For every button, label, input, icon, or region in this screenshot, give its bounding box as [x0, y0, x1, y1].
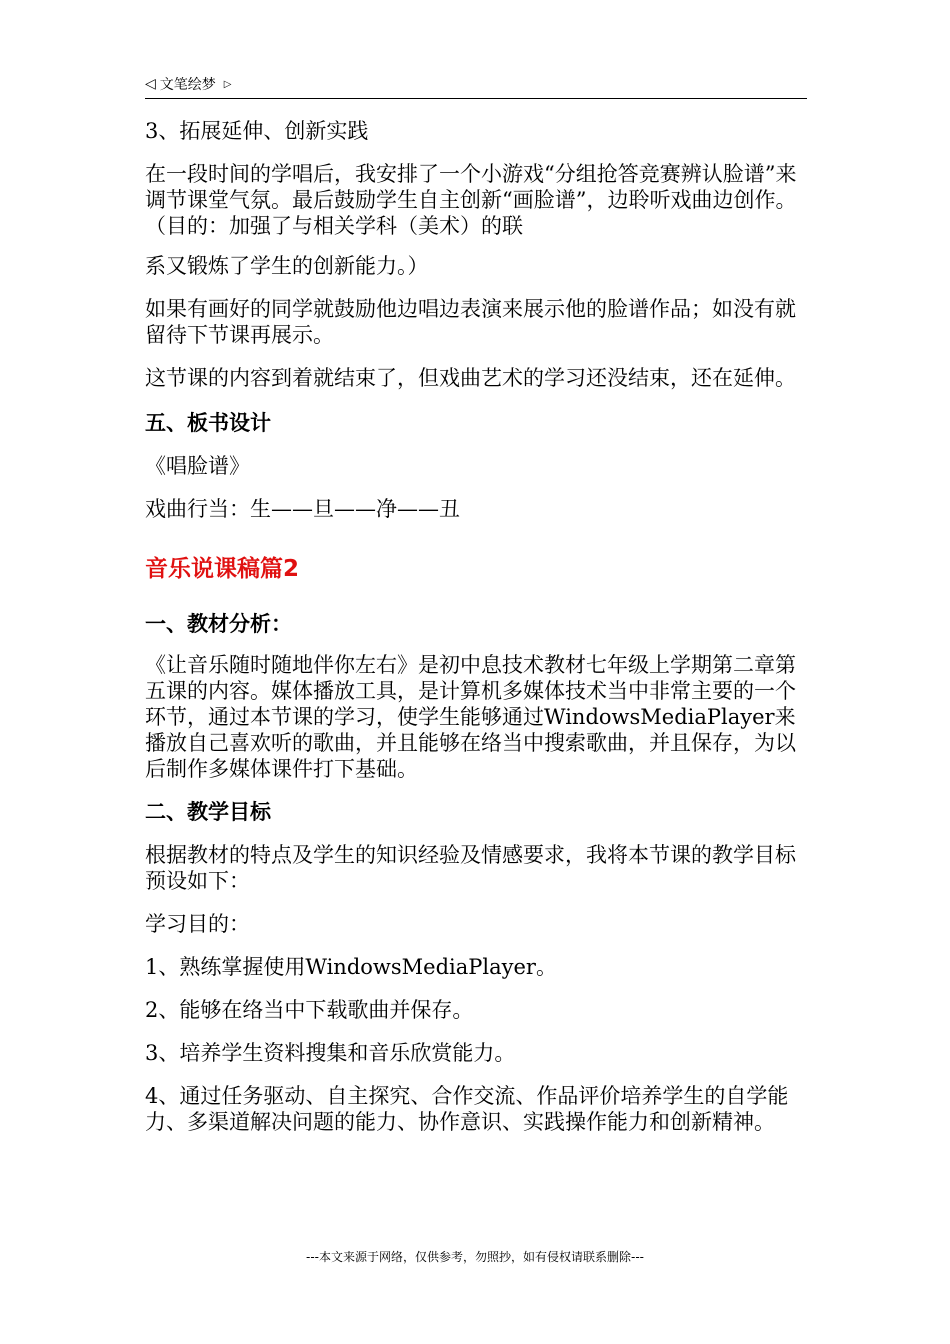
goal-item: 3、培养学生资料搜集和音乐欣赏能力。: [145, 1041, 516, 1065]
board-title: 《唱脸谱》: [145, 454, 250, 478]
section3-para1: 在一段时间的学唱后，我安排了一个小游戏“分组抢答竞赛辨认脸谱”来调节课堂气氛。最后鼓励学生自主创新“画脸谱”，边聆听戏曲边创作。（目的：加强了与相关学科（美术）的联: [145, 162, 797, 238]
page-header: [145, 72, 807, 99]
footer-disclaimer: ---本文来源于网络，仅供参考，勿照抄，如有侵权请联系删除---: [306, 1250, 644, 1264]
section3-para2: 如果有画好的同学就鼓励他边唱边表演来展示他的脸谱作品；如没有就留待下节课再展示。: [145, 297, 796, 347]
section5-heading: 五、板书设计: [145, 411, 271, 435]
goal-item: 4、通过任务驱动、自主探究、合作交流、作品评价培养学生的自学能力、多渠道解决问题的能力、协作意识、实践操作能力和创新精神。: [145, 1084, 789, 1134]
board-line: 戏曲行当：生——旦——净——丑: [145, 497, 460, 521]
goals-label: 学习目的：: [145, 912, 250, 936]
part2-text: 根据教材的特点及学生的知识经验及情感要求，我将本节课的教学目标预设如下：: [145, 843, 796, 893]
part2-heading: 二、教学目标: [145, 800, 271, 824]
left-triangle-icon: ◁: [145, 76, 156, 92]
part1-text: 《让音乐随时随地伴你左右》是初中息技术教材七年级上学期第二章第五课的内容。媒体播放工具，是计算机多媒体技术当中非常主要的一个环节，通过本节课的学习，使学生能够通过WindowsMediaPlayer来播放自己喜欢听的歌曲，并且能够在络当中搜索歌曲，并且保存，为以后制作多媒体课件打下基础。: [145, 653, 796, 781]
document-body: [145, 118, 807, 1135]
brand: [145, 74, 231, 94]
goal-item: 2、能够在络当中下载歌曲并保存。: [145, 998, 474, 1022]
right-triangle-icon: ▷: [223, 78, 232, 90]
goal-item: 1、熟练掌握使用WindowsMediaPlayer。: [145, 955, 557, 979]
section3-para3: 这节课的内容到着就结束了，但戏曲艺术的学习还没结束，还在延伸。: [145, 366, 796, 390]
part1-heading: 一、教材分析：: [145, 612, 292, 636]
brand-name: 文笔绘梦: [159, 77, 216, 93]
article2-title: 音乐说课稿篇2: [145, 556, 300, 582]
section3-para1-cont: 系又锻炼了学生的创新能力。）: [145, 254, 429, 278]
section3-heading: 3、拓展延伸、创新实践: [145, 119, 369, 143]
